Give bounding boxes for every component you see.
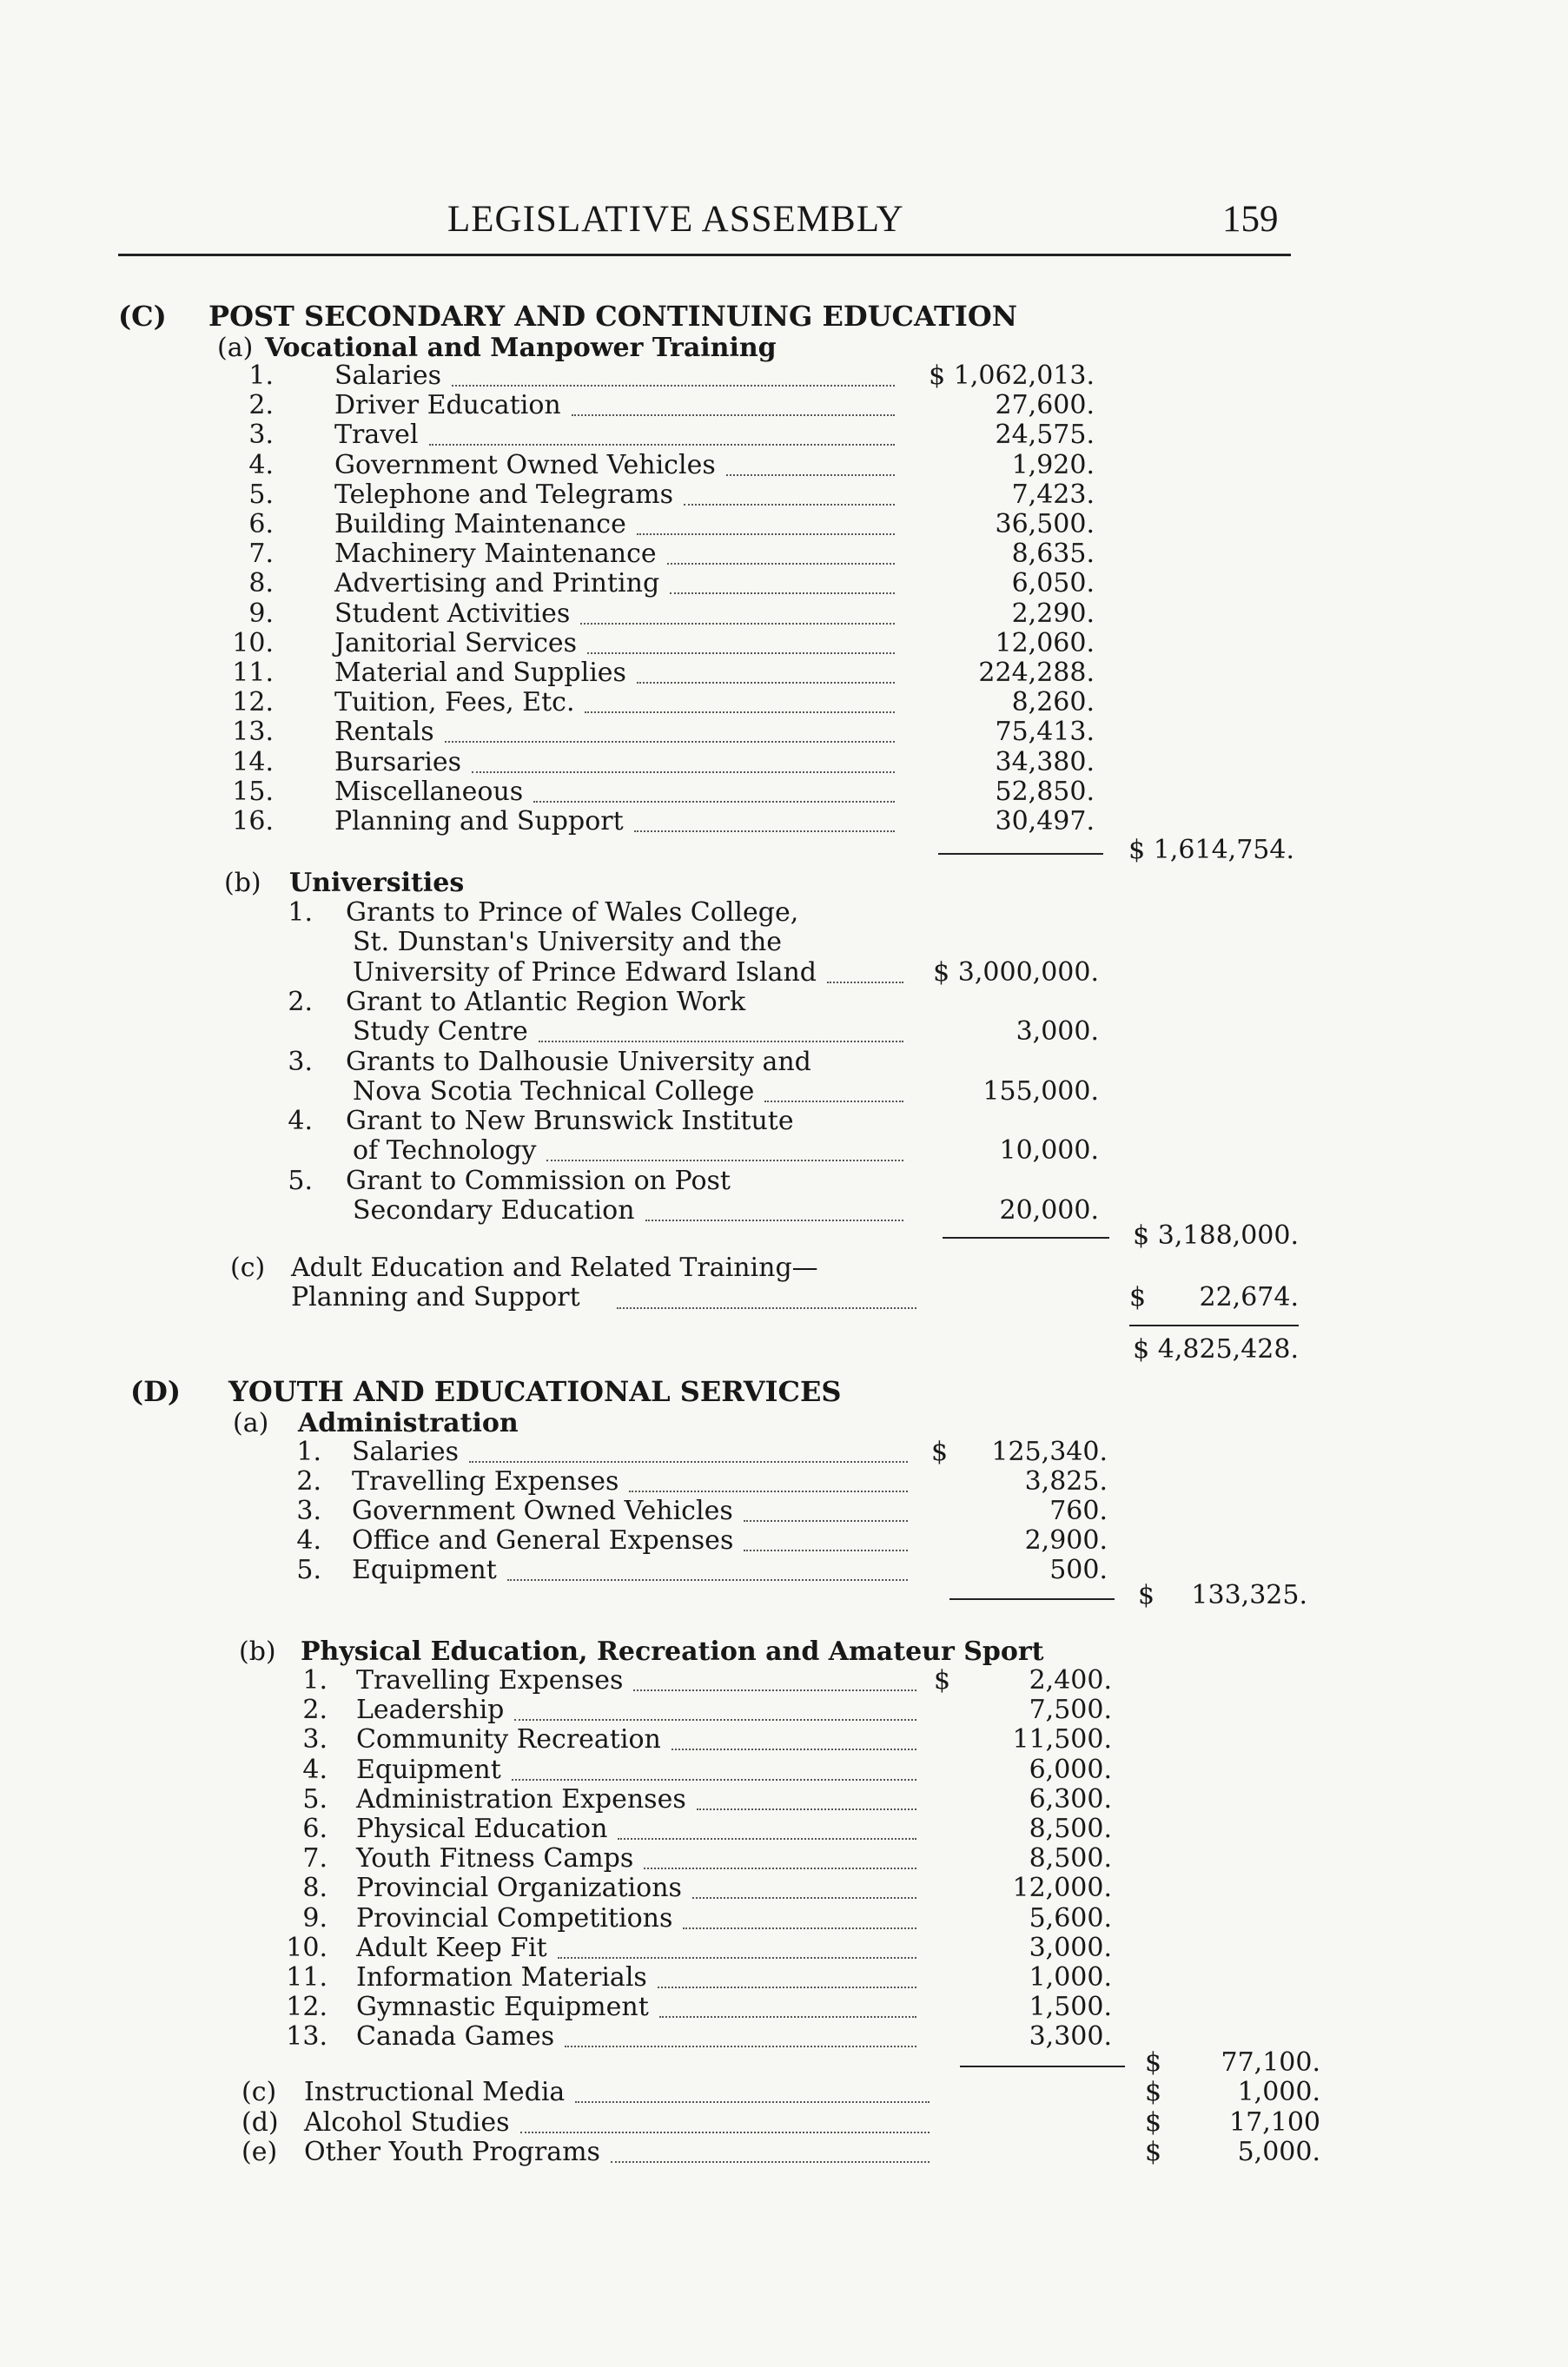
item-amount: 34,380.	[995, 746, 1095, 777]
d-b-dollar: $	[1145, 2047, 1162, 2078]
item-number: 13.	[232, 717, 274, 748]
item-label: Equipment	[352, 1555, 497, 1585]
item-number: 8.	[302, 1873, 327, 1904]
item-number: 1.	[248, 360, 274, 391]
header-rule	[118, 254, 1291, 256]
item-number: 5.	[248, 479, 274, 510]
item-label: Planning and Support	[334, 806, 624, 836]
item-amount: 3,000.	[1016, 1016, 1099, 1048]
item-amount: $ 3,000,000.	[933, 956, 1099, 988]
item-dollar: $	[1145, 2137, 1162, 2167]
item-label: Nova Scotia Technical College	[353, 1075, 755, 1107]
leader-dots	[587, 652, 895, 654]
section-c-a-label: (a)	[217, 333, 254, 363]
item-number: 2.	[296, 1466, 321, 1497]
leader-dots	[629, 1491, 908, 1492]
item-label: Community Recreation	[356, 1724, 661, 1755]
item-label: Miscellaneous	[334, 776, 524, 807]
section-c-a-title: Vocational and Manpower Training	[265, 333, 777, 363]
section-c-b-title: Universities	[289, 868, 465, 898]
item-amount: 2,900.	[1024, 1525, 1108, 1556]
section-d-title: YOUTH AND EDUCATIONAL SERVICES	[228, 1375, 842, 1408]
leader-dots	[692, 1897, 916, 1899]
item-label: Administration Expenses	[356, 1783, 686, 1815]
section-d-b-title: Physical Education, Recreation and Amateur Sport	[301, 1636, 1044, 1667]
item-label-letter: (c)	[241, 2077, 277, 2107]
item-label: Tuition, Fees, Etc.	[334, 687, 575, 718]
item-label: Travelling Expenses	[356, 1665, 624, 1696]
c-c-leader-dots	[617, 1307, 916, 1309]
item-label: Provincial Competitions	[356, 1902, 673, 1934]
item-number: 3.	[296, 1496, 321, 1526]
leader-dots	[644, 1868, 916, 1869]
leader-dots	[827, 982, 903, 983]
item-amount: 1,000.	[1029, 1962, 1112, 1993]
leader-dots	[533, 801, 895, 803]
section-d-letter: (D)	[130, 1375, 182, 1408]
item-label: Advertising and Printing	[334, 568, 660, 599]
leader-dots	[637, 533, 895, 535]
item-amount: 10,000.	[999, 1135, 1099, 1167]
item-number: 5.	[296, 1555, 321, 1585]
item-number: 5.	[288, 1165, 313, 1196]
leader-dots	[726, 474, 895, 476]
leader-dots	[558, 1957, 916, 1959]
item-amount: 11,500.	[1012, 1724, 1112, 1755]
item-total: 17,100	[1229, 2106, 1320, 2138]
leader-dots	[585, 711, 895, 713]
item-number: 3.	[302, 1724, 327, 1755]
item-amount: 6,050.	[1011, 568, 1095, 599]
leader-dots	[667, 563, 895, 565]
item-amount: 75,413.	[995, 717, 1095, 748]
item-label: Grant to New Brunswick Institute	[346, 1106, 794, 1137]
leader-dots	[472, 771, 895, 773]
item-label: Leadership	[356, 1695, 505, 1726]
section-c-c-label: (c)	[230, 1253, 266, 1283]
leader-dots	[429, 444, 895, 446]
item-amount: 1,920.	[1011, 449, 1095, 480]
item-amount: 8,635.	[1011, 539, 1095, 570]
leader-dots	[645, 1220, 903, 1221]
item-label: Youth Fitness Camps	[356, 1843, 634, 1874]
item-dollar: $	[1145, 2077, 1162, 2107]
leader-dots	[744, 1520, 908, 1522]
item-label: Other Youth Programs	[304, 2137, 600, 2167]
item-amount: 7,423.	[1011, 479, 1095, 510]
item-label-letter: (e)	[241, 2137, 278, 2167]
leader-dots	[546, 1160, 903, 1161]
item-amount: 24,575.	[995, 420, 1095, 451]
item-number: 4.	[302, 1754, 327, 1785]
leader-dots	[539, 1041, 903, 1042]
item-number: 1.	[296, 1437, 321, 1467]
item-label: Provincial Organizations	[356, 1873, 682, 1904]
item-label: Janitorial Services	[334, 627, 578, 658]
item-label: Canada Games	[356, 2021, 555, 2053]
item-amount: 7,500.	[1029, 1695, 1112, 1726]
item-label: Salaries	[334, 360, 442, 391]
item-amount: 6,300.	[1029, 1783, 1112, 1815]
item-number: 8.	[248, 568, 274, 599]
item-label: St. Dunstan's University and the	[353, 927, 783, 958]
item-amount: 760.	[1049, 1496, 1108, 1526]
leader-dots	[672, 1749, 916, 1750]
item-number: 10.	[232, 627, 274, 658]
d-b-total: 77,100.	[1221, 2047, 1320, 2078]
item-label: Bursaries	[334, 746, 462, 777]
item-label: Adult Keep Fit	[356, 1932, 547, 1963]
item-amount: 3,300.	[1029, 2021, 1112, 2053]
item-number: 9.	[302, 1902, 327, 1934]
leader-dots	[572, 414, 895, 416]
leader-dots	[637, 682, 895, 684]
c-a-total-rule	[938, 853, 1103, 855]
item-number: 12.	[232, 687, 274, 718]
item-number: 15.	[232, 776, 274, 807]
item-label: Office and General Expenses	[352, 1525, 734, 1556]
item-number: 2.	[248, 390, 274, 421]
item-number: 13.	[286, 2021, 327, 2053]
leader-dots	[514, 1719, 916, 1721]
item-label-letter: (d)	[241, 2106, 279, 2138]
d-a-total: 133,325.	[1191, 1580, 1307, 1610]
c-grand-total: $ 4,825,428.	[1133, 1334, 1299, 1365]
section-d-b-label: (b)	[239, 1636, 276, 1667]
item-number: 11.	[286, 1962, 327, 1993]
item-label: Gymnastic Equipment	[356, 1992, 649, 2023]
item-dollar: $	[934, 1665, 951, 1696]
item-dollar: $	[931, 1437, 949, 1467]
item-label: Telephone and Telegrams	[334, 479, 673, 510]
section-d-a-label: (a)	[233, 1408, 269, 1438]
item-amount: 6,000.	[1029, 1754, 1112, 1785]
item-label: Rentals	[334, 717, 434, 748]
item-total: 1,000.	[1237, 2077, 1320, 2107]
item-number: 6.	[302, 1814, 327, 1844]
leader-dots	[764, 1101, 903, 1102]
c-b-total: $ 3,188,000.	[1133, 1220, 1299, 1251]
item-label: Grant to Atlantic Region Work	[346, 986, 746, 1017]
item-label: University of Prince Edward Island	[353, 956, 817, 988]
item-number: 7.	[248, 539, 274, 570]
item-label: Equipment	[356, 1754, 501, 1785]
leader-dots	[744, 1550, 908, 1551]
item-label: Travel	[334, 420, 419, 451]
item-number: 12.	[286, 1992, 327, 2023]
leader-dots	[512, 1779, 916, 1781]
leader-dots	[575, 2101, 930, 2103]
item-amount: 5,600.	[1029, 1902, 1112, 1934]
item-number: 6.	[248, 509, 274, 539]
item-number: 4.	[248, 449, 274, 480]
item-number: 14.	[232, 746, 274, 777]
item-label: Study Centre	[353, 1016, 528, 1048]
section-c-c-line2: Planning and Support	[291, 1282, 580, 1312]
item-amount: 2,400.	[1029, 1665, 1112, 1696]
c-c-dollar: $	[1129, 1282, 1147, 1312]
leader-dots	[618, 1838, 916, 1840]
item-label: Material and Supplies	[334, 658, 626, 688]
item-amount: 52,850.	[995, 776, 1095, 807]
item-amount: 20,000.	[999, 1195, 1099, 1226]
running-header-title: LEGISLATIVE ASSEMBLY	[447, 199, 904, 240]
item-number: 3.	[248, 420, 274, 451]
leader-dots	[445, 741, 895, 743]
page-number: 159	[1222, 199, 1279, 240]
item-amount: 155,000.	[982, 1075, 1099, 1107]
item-amount: 500.	[1049, 1555, 1108, 1585]
leader-dots	[634, 830, 895, 832]
item-label: Instructional Media	[304, 2077, 566, 2107]
item-number: 1.	[288, 897, 313, 928]
item-label: of Technology	[353, 1135, 537, 1167]
section-c-title: POST SECONDARY AND CONTINUING EDUCATION	[208, 300, 1017, 333]
item-label: Government Owned Vehicles	[334, 449, 716, 480]
item-number: 10.	[286, 1932, 327, 1963]
item-label: Building Maintenance	[334, 509, 626, 539]
item-amount: 12,060.	[995, 627, 1095, 658]
item-amount: 1,500.	[1029, 1992, 1112, 2023]
item-label: Driver Education	[334, 390, 561, 421]
item-amount: 12,000.	[1012, 1873, 1112, 1904]
item-label: Salaries	[352, 1437, 460, 1467]
item-amount: 27,600.	[995, 390, 1095, 421]
item-amount: 3,000.	[1029, 1932, 1112, 1963]
item-amount: 8,500.	[1029, 1814, 1112, 1844]
item-label: Physical Education	[356, 1814, 608, 1844]
section-c-letter: (C)	[118, 300, 167, 333]
leader-dots	[580, 623, 895, 625]
item-number: 2.	[302, 1695, 327, 1726]
leader-dots	[684, 504, 895, 506]
item-number: 4.	[288, 1106, 313, 1137]
item-number: 2.	[288, 986, 313, 1017]
item-number: 11.	[232, 658, 274, 688]
leader-dots	[611, 2161, 930, 2163]
item-label: Secondary Education	[353, 1195, 635, 1226]
item-label: Grants to Dalhousie University and	[346, 1046, 811, 1077]
leader-dots	[507, 1579, 908, 1581]
item-amount: 224,288.	[978, 658, 1095, 688]
c-c-total: 22,674.	[1199, 1282, 1299, 1312]
item-number: 4.	[296, 1525, 321, 1556]
item-amount: 3,825.	[1024, 1466, 1108, 1497]
item-dollar: $	[1145, 2106, 1162, 2138]
item-amount: 8,500.	[1029, 1843, 1112, 1874]
leader-dots	[658, 1987, 916, 1988]
item-label: Grant to Commission on Post	[346, 1165, 731, 1196]
item-number: 3.	[288, 1046, 313, 1077]
leader-dots	[633, 1689, 916, 1691]
item-label: Travelling Expenses	[352, 1466, 619, 1497]
item-number: 16.	[232, 806, 274, 836]
c-a-total: $ 1,614,754.	[1128, 835, 1294, 865]
section-c-b-label: (b)	[224, 868, 261, 898]
item-label: Grants to Prince of Wales College,	[346, 897, 799, 928]
d-b-total-rule	[960, 2066, 1125, 2067]
item-label: Machinery Maintenance	[334, 539, 657, 570]
item-amount: 36,500.	[995, 509, 1095, 539]
item-number: 9.	[248, 598, 274, 629]
item-amount: 125,340.	[991, 1437, 1108, 1467]
leader-dots	[670, 592, 895, 594]
leader-dots	[683, 1927, 916, 1929]
item-label: Government Owned Vehicles	[352, 1496, 733, 1526]
c-b-total-rule	[943, 1237, 1109, 1239]
leader-dots	[659, 2016, 916, 2018]
leader-dots	[469, 1461, 908, 1463]
item-number: 1.	[302, 1665, 327, 1696]
leader-dots	[697, 1808, 916, 1810]
item-amount: $ 1,062,013.	[929, 360, 1095, 391]
leader-dots	[520, 2132, 930, 2133]
item-number: 7.	[302, 1843, 327, 1874]
item-amount: 8,260.	[1011, 687, 1095, 718]
c-grand-total-rule	[1129, 1325, 1299, 1326]
item-label: Information Materials	[356, 1962, 647, 1993]
d-a-total-rule	[949, 1598, 1115, 1600]
section-c-c-line1: Adult Education and Related Training—	[291, 1253, 818, 1283]
item-number: 5.	[302, 1783, 327, 1815]
leader-dots	[452, 385, 895, 387]
item-label: Student Activities	[334, 598, 571, 629]
d-a-dollar: $	[1138, 1580, 1155, 1610]
section-d-a-title: Administration	[298, 1408, 519, 1438]
leader-dots	[565, 2046, 916, 2047]
item-total: 5,000.	[1237, 2137, 1320, 2167]
item-label: Alcohol Studies	[304, 2106, 510, 2138]
item-amount: 30,497.	[995, 806, 1095, 836]
item-amount: 2,290.	[1011, 598, 1095, 629]
